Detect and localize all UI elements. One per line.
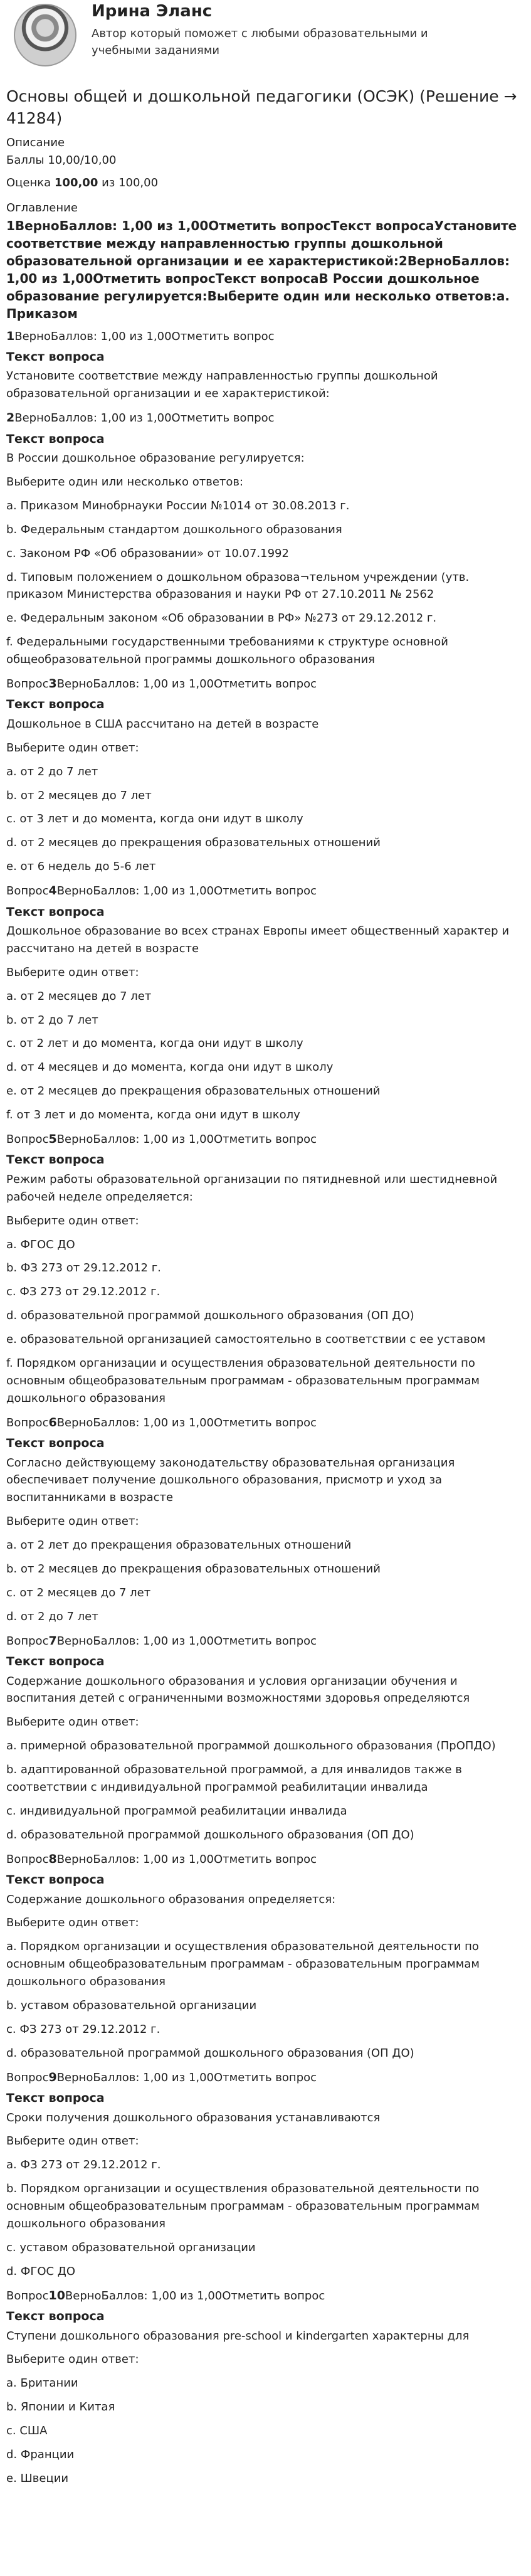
question-text-heading: Текст вопроса (6, 350, 105, 364)
question-text: Режим работы образовательной организации по пятидневной или шестидневной рабочей неделе определяется: (6, 1172, 498, 1204)
answer-option[interactable]: e. образовательной организацией самостоятельно в соответствии с ее уставом (6, 1333, 486, 1347)
question-text-heading: Текст вопроса (6, 2309, 105, 2324)
question-block (6, 1414, 525, 1626)
answer-option[interactable]: a. ФЗ 273 от 29.12.2012 г. (6, 2158, 161, 2172)
grade-value: 100,00 (54, 176, 98, 189)
question-number: 6 (48, 1415, 57, 1429)
answer-option[interactable]: d. образовательной программой дошкольного образования (ОП ДО) (6, 2046, 414, 2060)
answer-option[interactable]: e. Швеции (6, 2471, 69, 2485)
answer-option[interactable]: a. Порядком организации и осуществления образовательной деятельности по основным общеобразовательным программам - образовательным программам дошкольного образования (6, 1940, 480, 1989)
answer-option[interactable]: c. от 2 лет и до момента, когда они идут в школу (6, 1037, 303, 1051)
avatar (14, 4, 76, 66)
answer-option[interactable]: f. от 3 лет и до момента, когда они идут в школу (6, 1108, 300, 1122)
answer-option[interactable]: b. Японии и Китая (6, 2400, 115, 2414)
question-number: 8 (48, 1852, 57, 1866)
answer-option[interactable]: c. уставом образовательной организации (6, 2240, 256, 2254)
question-text-heading: Текст вопроса (6, 1436, 105, 1451)
question-number: 4 (48, 884, 57, 898)
author-block (6, 1, 525, 77)
answer-option[interactable]: d. образовательной программой дошкольного образования (ОП ДО) (6, 1309, 414, 1323)
answer-option[interactable]: d. от 2 месяцев до прекращения образовательных отношений (6, 836, 381, 850)
description-label: Описание (6, 136, 65, 149)
question-text: В России дошкольное образование регулируется: (6, 452, 305, 465)
test-title: Основы общей и дошкольной педагогики (ОСЭК) (Решение → 41284) (6, 87, 517, 127)
answer-option[interactable]: d. Франции (6, 2448, 75, 2461)
question-status[interactable]: ВерноБаллов: 1,00 из 1,00Отметить вопрос (14, 329, 275, 343)
question-text-heading: Текст вопроса (6, 1655, 105, 1669)
answer-prompt: Выберите один ответ: (6, 2353, 139, 2367)
question-text-heading: Текст вопроса (6, 697, 105, 712)
question-status[interactable]: ВерноБаллов: 1,00 из 1,00Отметить вопрос (56, 1634, 317, 1648)
answer-option[interactable]: b. Порядком организации и осуществления образовательной деятельности по основным общеобразовательным программам - образовательным программам дошкольного образования (6, 2182, 480, 2230)
answer-prompt: Выберите один ответ: (6, 965, 139, 979)
question-text: Установите соответствие между направленностью группы дошкольной образовательной организации и ее характеристикой: (6, 369, 438, 401)
question-text-heading: Текст вопроса (6, 904, 105, 919)
question-prefix: Вопрос (6, 1416, 49, 1429)
answer-option[interactable]: d. от 2 до 7 лет (6, 1609, 98, 1623)
question-prefix: Вопрос (6, 2289, 49, 2303)
grade-prefix: Оценка (6, 176, 55, 189)
question-number: 5 (48, 1132, 57, 1146)
answer-option[interactable]: c. от 3 лет и до момента, когда они идут в школу (6, 812, 303, 826)
answer-option[interactable]: f. Федеральными государственными требованиями к структуре основной общеобразовательной программы дошкольного образования (6, 635, 448, 667)
answer-prompt: Выберите один ответ: (6, 2134, 139, 2148)
answer-option[interactable]: b. от 2 до 7 лет (6, 1013, 98, 1027)
grade-line (6, 174, 525, 192)
question-info (6, 2287, 525, 2305)
answer-option[interactable]: c. от 2 месяцев до 7 лет (6, 1586, 151, 1599)
question-info (6, 1414, 525, 1432)
author-description: Автор который поможет с любыми образовательными и учебными заданиями (92, 26, 428, 57)
question-prefix: Вопрос (6, 884, 49, 898)
question-status[interactable]: ВерноБаллов: 1,00 из 1,00Отметить вопрос (56, 677, 317, 691)
question-number: 7 (48, 1633, 57, 1648)
question-status[interactable]: ВерноБаллов: 1,00 из 1,00Отметить вопрос (65, 2289, 325, 2303)
question-status[interactable]: ВерноБаллов: 1,00 из 1,00Отметить вопрос (56, 1133, 317, 1146)
question-text-heading: Текст вопроса (6, 1153, 105, 1167)
answer-option[interactable]: a. Британии (6, 2377, 78, 2390)
question-text: Согласно действующему законодательству образовательная организация обеспечивает получение дошкольного образования, присмотр и уход за воспитанниками в возрасте (6, 1456, 455, 1505)
question-prefix: Вопрос (6, 1634, 49, 1648)
question-block (6, 675, 525, 876)
author-name: Ирина Эланс (92, 2, 213, 21)
answer-option[interactable]: c. США (6, 2424, 48, 2438)
question-text-heading: Текст вопроса (6, 2091, 105, 2106)
answer-option[interactable]: b. уставом образовательной организации (6, 1999, 257, 2012)
answer-option[interactable]: c. Законом РФ «Об образовании» от 10.07.1992 (6, 546, 289, 560)
question-info (6, 2069, 525, 2087)
author-text (92, 1, 468, 59)
answer-option[interactable]: a. от 2 до 7 лет (6, 765, 98, 778)
question-number: 2 (6, 411, 15, 425)
question-status[interactable]: ВерноБаллов: 1,00 из 1,00Отметить вопрос (56, 2070, 317, 2084)
question-text: Содержание дошкольного образования определяется: (6, 1892, 336, 1906)
question-block (6, 409, 525, 669)
question-block (6, 1850, 525, 2062)
points-line: Баллы 10,00/10,00 (6, 153, 117, 167)
question-text: Дошкольное образование во всех странах Европы имеет общественный характер и рассчитано на детей в возрасте (6, 924, 510, 955)
answer-option[interactable]: e. Федеральным законом «Об образовании в РФ» №273 от 29.12.2012 г. (6, 612, 437, 625)
answer-prompt: Выберите один или несколько ответов: (6, 475, 244, 489)
answer-option[interactable]: d. от 4 месяцев и до момента, когда они идут в школу (6, 1061, 334, 1074)
answer-option[interactable]: e. от 6 недель до 5-6 лет (6, 860, 156, 874)
question-block (6, 1632, 525, 1844)
question-block (6, 2069, 525, 2281)
answer-option[interactable]: b. ФЗ 273 от 29.12.2012 г. (6, 1261, 161, 1275)
question-info (6, 1130, 525, 1148)
answer-option[interactable]: d. ФГОС ДО (6, 2264, 76, 2278)
answer-option[interactable]: a. примерной образовательной программой дошкольного образования (ПрОПДО) (6, 1739, 496, 1753)
question-prefix: Вопрос (6, 2070, 49, 2084)
answer-prompt: Выберите один ответ: (6, 1715, 139, 1729)
question-info (6, 1850, 525, 1868)
answer-option[interactable]: f. Порядком организации и осуществления образовательной деятельности по основным общеобразовательным программам - образовательным программам дошкольного образования (6, 1357, 480, 1405)
question-info (6, 675, 525, 693)
question-text: Дошкольное в США рассчитано на детей в возрасте (6, 717, 319, 731)
question-info (6, 882, 525, 900)
question-status[interactable]: ВерноБаллов: 1,00 из 1,00Отметить вопрос (14, 411, 275, 425)
question-number: 1 (6, 329, 15, 343)
question-info (6, 1632, 525, 1650)
question-info (6, 327, 525, 346)
answer-option[interactable]: c. индивидуальной программой реабилитации инвалида (6, 1804, 347, 1818)
question-block (6, 882, 525, 1124)
answer-prompt: Выберите один ответ: (6, 1916, 139, 1930)
question-prefix: Вопрос (6, 1852, 49, 1866)
answer-option[interactable]: b. Федеральным стандартом дошкольного образования (6, 522, 342, 536)
question-number: 10 (48, 2288, 65, 2303)
answer-prompt: Выберите один ответ: (6, 741, 139, 755)
question-text: Ступени дошкольного образования pre-school и kindergarten характерны для (6, 2329, 470, 2343)
answer-option[interactable]: a. Приказом Минобрнауки России №1014 от 30.08.2013 г. (6, 499, 350, 512)
answer-option[interactable]: b. адаптированной образовательной программой, а для инвалидов также в соответствии с индивидуальной программой реабилитации инвалида (6, 1763, 462, 1794)
question-text: Содержание дошкольного образования и условия организации обучения и воспитания детей с ограниченными возможностями здоровья определяются (6, 1674, 470, 1705)
answer-option[interactable]: b. от 2 месяцев до 7 лет (6, 788, 152, 802)
question-text: Сроки получения дошкольного образования устанавливаются (6, 2111, 381, 2124)
question-prefix: Вопрос (6, 677, 49, 691)
answer-option[interactable]: c. ФЗ 273 от 29.12.2012 г. (6, 1285, 160, 1299)
question-block (6, 2287, 525, 2488)
answer-prompt: Выберите один ответ: (6, 1515, 139, 1529)
answer-option[interactable]: a. ФГОС ДО (6, 1238, 75, 1251)
toc-heading: Оглавление (6, 201, 78, 215)
answer-option[interactable]: c. ФЗ 273 от 29.12.2012 г. (6, 2022, 160, 2036)
question-prefix: Вопрос (6, 1133, 49, 1146)
question-status[interactable]: ВерноБаллов: 1,00 из 1,00Отметить вопрос (56, 884, 317, 898)
question-number: 9 (48, 2070, 57, 2084)
answer-prompt: Выберите один ответ: (6, 1214, 139, 1227)
question-status[interactable]: ВерноБаллов: 1,00 из 1,00Отметить вопрос (56, 1852, 317, 1866)
answer-option[interactable]: b. от 2 месяцев до прекращения образовательных отношений (6, 1562, 381, 1576)
answer-option[interactable]: e. от 2 месяцев до прекращения образовательных отношений (6, 1084, 381, 1098)
grade-suffix: из 100,00 (98, 176, 159, 189)
question-text-heading: Текст вопроса (6, 432, 105, 446)
question-number: 3 (48, 677, 57, 691)
question-text-heading: Текст вопроса (6, 1873, 105, 1887)
question-info (6, 409, 525, 427)
answer-option[interactable]: a. от 2 лет до прекращения образовательных отношений (6, 1539, 352, 1552)
question-list (6, 327, 525, 2488)
answer-option[interactable]: a. от 2 месяцев до 7 лет (6, 989, 152, 1003)
answer-option[interactable]: d. образовательной программой дошкольного образования (ОП ДО) (6, 1828, 414, 1842)
toc-text: 1ВерноБаллов: 1,00 из 1,00Отметить вопросТекст вопросаУстановите соответствие между направленностью группы дошкольной образовательной организации и ее характеристикой:2ВерноБаллов: 1,00 из 1,00Отметить вопросТекст вопросаВ России дошкольное образование регулируется:Выберите один или несколько ответов:a. Приказом (6, 218, 517, 321)
answer-option[interactable]: d. Типовым положением о дошкольном образова¬тельном учреждении (утв. приказом Министерства образования и науки РФ от 27.10.2011 № 2562 (6, 570, 470, 602)
question-block (6, 1130, 525, 1407)
question-block (6, 327, 525, 403)
question-status[interactable]: ВерноБаллов: 1,00 из 1,00Отметить вопрос (56, 1416, 317, 1429)
